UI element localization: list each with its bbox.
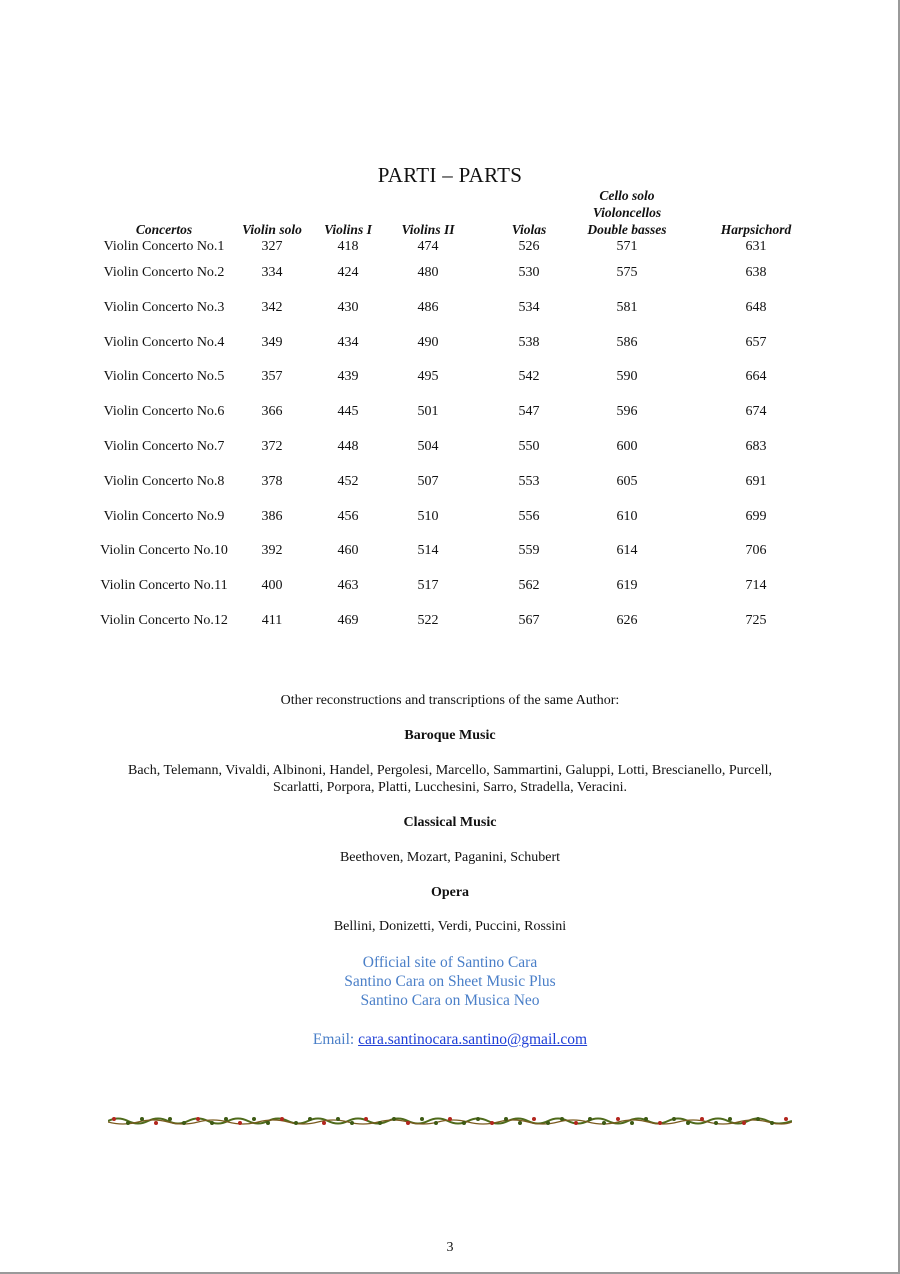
page-number-cell: 631 xyxy=(745,239,767,254)
page-number-cell: 386 xyxy=(261,508,283,524)
vine-berry xyxy=(588,1117,592,1121)
page-number-cell: 534 xyxy=(518,299,540,315)
concerto-name-cell: Violin Concerto No.4 xyxy=(103,334,225,350)
page-number-cell: 418 xyxy=(337,239,359,254)
page-number-cell: 571 xyxy=(616,239,638,254)
baroque-composers-line1: Bach, Telemann, Vivaldi, Albinoni, Handel, Pergolesi, Marcello, Sammartini, Galuppi, Lotti, Brescianello, Purcell, xyxy=(128,763,772,778)
table-row xyxy=(100,403,820,438)
table-body xyxy=(100,238,820,647)
page-number-cell: 542 xyxy=(518,369,540,385)
page-number-cell: 469 xyxy=(337,612,359,628)
page-number-cell: 586 xyxy=(616,334,638,350)
page-number-cell: 638 xyxy=(745,265,767,280)
page-number-cell: 434 xyxy=(337,334,359,350)
vine-berry xyxy=(728,1117,732,1121)
links-block xyxy=(0,953,900,1010)
table-row xyxy=(100,577,820,612)
page-number-cell: 510 xyxy=(417,508,439,524)
vine-berry xyxy=(322,1121,326,1125)
decorative-vine-divider xyxy=(108,1113,792,1129)
page-number-cell: 691 xyxy=(745,473,767,489)
baroque-composers-line2: Scarlatti, Porpora, Platti, Lucchesini, Sarro, Stradella, Veracini. xyxy=(273,780,627,795)
table-row xyxy=(100,368,820,403)
page-number-cell: 626 xyxy=(616,612,638,628)
email-link[interactable]: cara.santinocara.santino@gmail.com xyxy=(358,1031,588,1048)
vine-berry xyxy=(294,1121,298,1125)
concerto-name-cell: Violin Concerto No.3 xyxy=(103,299,225,315)
page-number-cell: 495 xyxy=(417,369,439,385)
page-number-cell: 490 xyxy=(417,334,439,350)
vine-berry xyxy=(252,1117,256,1121)
table-row xyxy=(100,612,820,647)
vine-berry xyxy=(434,1121,438,1125)
vine-berry xyxy=(126,1121,130,1125)
concerto-name-cell: Violin Concerto No.12 xyxy=(100,612,228,628)
vine-berry xyxy=(196,1117,200,1121)
vine-berry xyxy=(616,1117,620,1121)
page-number-cell: 550 xyxy=(518,438,540,454)
vine-berry xyxy=(406,1121,410,1125)
vine-berry xyxy=(630,1121,634,1125)
concerto-name-cell: Violin Concerto No.2 xyxy=(103,265,225,280)
vine-berry xyxy=(574,1121,578,1125)
opera-composers: Bellini, Donizetti, Verdi, Puccini, Rossini xyxy=(333,919,567,934)
page-number-cell: 674 xyxy=(745,404,767,420)
vine-berry xyxy=(154,1121,158,1125)
vine-berry xyxy=(364,1117,368,1121)
page-number-cell: 452 xyxy=(337,473,359,489)
page-number-cell: 372 xyxy=(261,438,283,454)
page-number-cell: 411 xyxy=(261,612,283,628)
page-number-cell: 349 xyxy=(261,334,283,350)
vine-berry xyxy=(602,1121,606,1125)
header-cello-bass: Cello solo Violoncellos Double basses xyxy=(587,188,667,237)
vine-berry xyxy=(224,1117,228,1121)
page-number-cell: 448 xyxy=(337,438,359,454)
opera-heading: Opera xyxy=(430,885,470,900)
vine-berry xyxy=(112,1117,116,1121)
page-number-cell: 517 xyxy=(417,578,439,594)
page-number-cell: 501 xyxy=(417,404,439,420)
classical-composers: Beethoven, Mozart, Paganini, Schubert xyxy=(339,850,561,865)
page-number-cell: 619 xyxy=(616,578,638,594)
page-number-cell: 463 xyxy=(337,578,359,594)
vine-berry xyxy=(140,1117,144,1121)
page-number-cell: 683 xyxy=(745,438,767,454)
email-label: Email: xyxy=(312,1031,359,1048)
page-number-cell: 590 xyxy=(616,369,638,385)
header-violas: Violas xyxy=(511,222,547,237)
page-number-cell: 445 xyxy=(337,404,359,420)
page-number-cell: 559 xyxy=(518,543,540,559)
header-violins-2: Violins II xyxy=(401,222,455,237)
page-number-cell: 699 xyxy=(745,508,767,524)
vine-berry xyxy=(686,1121,690,1125)
page-number-cell: 366 xyxy=(261,404,283,420)
page-number-cell: 327 xyxy=(261,239,283,254)
page-number-cell: 378 xyxy=(261,473,283,489)
table-row xyxy=(100,334,820,369)
vine-berry xyxy=(238,1121,242,1125)
vine-berry xyxy=(490,1121,494,1125)
vine-berry xyxy=(280,1117,284,1121)
page-number-cell: 400 xyxy=(261,578,283,594)
baroque-composers xyxy=(0,762,900,796)
vine-berry xyxy=(336,1117,340,1121)
concerto-name-cell: Violin Concerto No.9 xyxy=(103,508,225,524)
vine-berry xyxy=(672,1117,676,1121)
table-row xyxy=(100,438,820,473)
vine-berry xyxy=(700,1117,704,1121)
musica-neo-link[interactable]: Santino Cara on Musica Neo xyxy=(360,992,540,1009)
page-number-cell: 610 xyxy=(616,508,638,524)
concerto-name-cell: Violin Concerto No.8 xyxy=(103,473,225,489)
vine-berry xyxy=(560,1117,564,1121)
vine-berry xyxy=(210,1121,214,1125)
page-number-cell: 575 xyxy=(616,265,638,280)
concerto-name-cell: Violin Concerto No.11 xyxy=(100,578,228,594)
vine-berry xyxy=(658,1121,662,1125)
page-number-cell: 357 xyxy=(261,369,283,385)
vine-berry xyxy=(770,1121,774,1125)
vine-berry xyxy=(532,1117,536,1121)
vine-berry xyxy=(350,1121,354,1125)
page-number-cell: 614 xyxy=(616,543,638,559)
vine-berry xyxy=(182,1121,186,1125)
table-header-row xyxy=(100,187,820,238)
vine-berry xyxy=(378,1121,382,1125)
page-number-cell: 439 xyxy=(337,369,359,385)
page-number-cell: 392 xyxy=(261,543,283,559)
page-title: PARTI – PARTS xyxy=(377,163,523,187)
page-number-cell: 567 xyxy=(518,612,540,628)
page-number-cell: 480 xyxy=(417,265,439,280)
vine-berry xyxy=(462,1121,466,1125)
page-number-cell: 581 xyxy=(616,299,638,315)
page-number-cell: 596 xyxy=(616,404,638,420)
other-works-intro: Other reconstructions and transcriptions of the same Author: xyxy=(280,693,620,708)
page-number-cell: 507 xyxy=(417,473,439,489)
vine-berry xyxy=(168,1117,172,1121)
vine-berry xyxy=(448,1117,452,1121)
table-row xyxy=(100,238,820,264)
concerto-name-cell: Violin Concerto No.10 xyxy=(100,543,228,559)
page-number-cell: 556 xyxy=(518,508,540,524)
page-number-cell: 657 xyxy=(745,334,767,350)
vine-berry xyxy=(420,1117,424,1121)
vine-berry xyxy=(266,1121,270,1125)
vine-berry xyxy=(308,1117,312,1121)
vine-berry xyxy=(742,1121,746,1125)
page-number-cell: 486 xyxy=(417,299,439,315)
table-row xyxy=(100,542,820,577)
page-number-cell: 605 xyxy=(616,473,638,489)
concerto-name-cell: Violin Concerto No.7 xyxy=(103,438,225,454)
sheet-music-plus-link[interactable]: Santino Cara on Sheet Music Plus xyxy=(344,973,556,990)
concerto-name-cell: Violin Concerto No.5 xyxy=(103,369,225,385)
page-number-cell: 538 xyxy=(518,334,540,350)
page-number-cell: 562 xyxy=(518,578,540,594)
page-number-cell: 530 xyxy=(518,265,540,280)
vine-berry xyxy=(504,1117,508,1121)
page-number-cell: 714 xyxy=(745,578,767,594)
page-number-cell: 522 xyxy=(417,612,439,628)
vine-berry xyxy=(392,1117,396,1121)
concerto-name-cell: Violin Concerto No.6 xyxy=(103,404,225,420)
page-number-cell: 725 xyxy=(745,612,767,628)
email-line xyxy=(0,1030,900,1049)
header-concertos: Concertos xyxy=(135,222,193,237)
page-number-cell: 600 xyxy=(616,438,638,454)
page-number-cell: 474 xyxy=(417,239,439,254)
baroque-heading: Baroque Music xyxy=(404,728,496,743)
table-row xyxy=(100,508,820,543)
official-site-link[interactable]: Official site of Santino Cara xyxy=(362,954,538,971)
page-number-cell: 342 xyxy=(261,299,283,315)
table-row xyxy=(100,299,820,334)
vine-berry xyxy=(546,1121,550,1125)
page-number: 3 xyxy=(446,1240,454,1255)
header-violins-1: Violins I xyxy=(324,222,372,237)
page-number-cell: 334 xyxy=(261,265,283,280)
vine-berry xyxy=(756,1117,760,1121)
page-number-cell: 547 xyxy=(518,404,540,420)
vine-berry xyxy=(518,1121,522,1125)
concerto-name-cell: Violin Concerto No.1 xyxy=(103,239,225,254)
table-row xyxy=(100,473,820,508)
page-number-cell: 526 xyxy=(518,239,540,254)
page-number-cell: 504 xyxy=(417,438,439,454)
page-number-cell: 460 xyxy=(337,543,359,559)
page-number-cell: 514 xyxy=(417,543,439,559)
vine-berry xyxy=(644,1117,648,1121)
page-number-cell: 430 xyxy=(337,299,359,315)
page-number-cell: 664 xyxy=(745,369,767,385)
page-number-cell: 424 xyxy=(337,265,359,280)
parts-table xyxy=(100,187,820,647)
header-harpsichord: Harpsichord xyxy=(720,222,792,237)
page-number-cell: 553 xyxy=(518,473,540,489)
page-number-cell: 456 xyxy=(337,508,359,524)
vine-berry xyxy=(784,1117,788,1121)
vine-berry xyxy=(714,1121,718,1125)
vine-berry xyxy=(476,1117,480,1121)
page-number-cell: 706 xyxy=(745,543,767,559)
table-row xyxy=(100,264,820,299)
classical-heading: Classical Music xyxy=(403,815,497,830)
header-violin-solo: Violin solo xyxy=(242,222,302,237)
page-number-cell: 648 xyxy=(745,299,767,315)
